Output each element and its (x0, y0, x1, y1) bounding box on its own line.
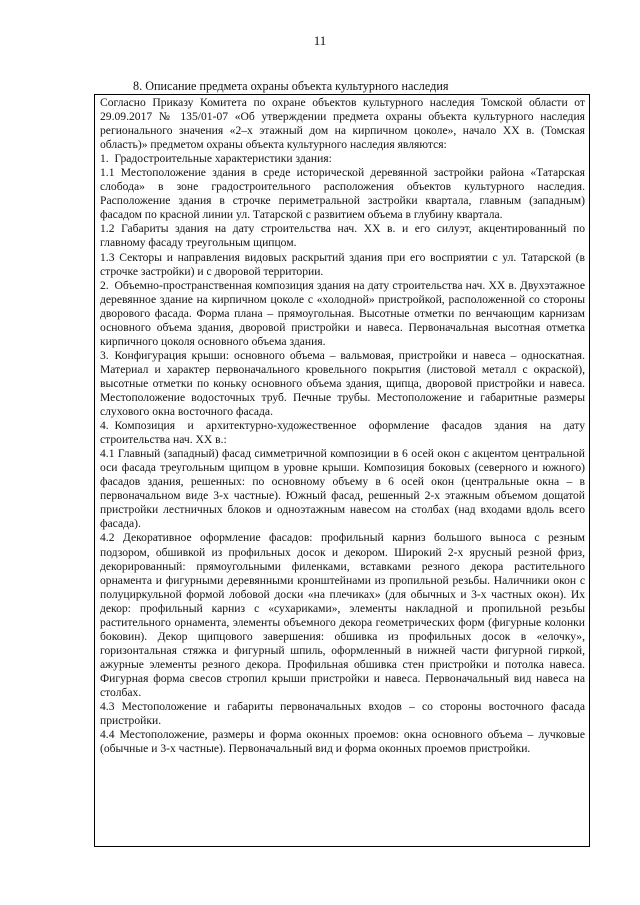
item-4-1: 4.1 Главный (западный) фасад симметричной композиции в 6 осей окон с акцентом центральной оси фасада треугольным щипцом в уровне крыши. Композиция боковых (северного и южного) фасадов здания, решенных: по основному объему в 6 осей окон (центральные окна – в первоначальном виде 3-х частные). Южный фасад, решенный 2-х этажным объемом дощатой пристройки лестничных блоков и одноэтажным навесом на столбах (над входами вдоль всего фасада). (100, 447, 585, 531)
item-3: 3. Конфигурация крыши: основного объема – вальмовая, пристройки и навеса – односкатная. Материал и характер первоначального кровельного покрытия (листовой металл с окраской), высотные отметки по коньку основного объема здания, щипца, дворовой пристройки и навеса. Местоположение водосточных труб. Печные трубы. Местоположение и габаритные размеры слухового окна восточного фасада. (100, 348, 585, 419)
item-4-4: 4.4 Местоположение, размеры и форма оконных проемов: окна основного объема – лучковые (обычные и 3-х частные). Первоначальный вид и форма оконных проемов пристройки. (100, 728, 585, 756)
page-number: 11 (313, 33, 327, 48)
item-4-3: 4.3 Местоположение и габариты первоначальных входов – со стороны восточного фасада пристройки. (100, 700, 585, 728)
item-4-2: 4.2 Декоративное оформление фасадов: профильный карниз большого выноса с резным подзором, обшивкой из профильных досок и декором. Широкий 2-х ярусный резной фриз, декорированный: прямоугольными филенками, вставками резного декора растительного орнамента и фигурными деревянными кронштейнами из пропильной резьбы. Наличники окон с полуциркульной формой лобовой доски «на плечиках» (для обычных и 3-х частных окон). Их декор: профильный карниз с «сухариками», элементы накладной и пропильной резьбы растительного орнамента, элементы объемного декора геометрических форм (фигурные колонки боковин). Декор щипцового завершения: обшивка из профильных досок в «елочку», горизонтальная стяжка и фигурный шпиль, оформленный в нижней части фигурной гиркой, ажурные элементы резного декора. Профильная обшивка стен пристройки и потолка навеса. Фигурная форма свесов стропил крыши пристройки и навеса. Первоначальный вид навеса на столбах. (100, 531, 585, 699)
section-title: 8. Описание предмета охраны объекта культурного наследия (133, 79, 449, 93)
item-1-3: 1.3 Секторы и направления видовых раскрытий здания при его восприятии с ул. Татарской (в строчке застройки) и с дворовой территории. (100, 250, 585, 278)
item-1-1: 1.1 Местоположение здания в среде исторической деревянной застройки района «Татарская слобода» в зоне градостроительного расположения объектов культурного наследия. Расположение здания в строчке периметральной застройки квартала, главным (западным) фасадом по красной линии ул. Татарской с развитием объема в глубину квартала. (100, 166, 585, 222)
item-1-2: 1.2 Габариты здания на дату строительства нач. ХХ в. и его силуэт, акцентированный по главному фасаду треугольным щипцом. (100, 222, 585, 250)
description-box (94, 94, 590, 847)
intro-paragraph: Согласно Приказу Комитета по охране объектов культурного наследия Томской области от 29.09.2017 № 135/01-07 «Об утверждении предмета охраны объекта культурного наследия регионального значения «2–х этажный дом на кирпичном цоколе», начало ХХ в. (Томская область)» предметом охраны объекта культурного наследия являются: (100, 96, 585, 152)
item-1-heading: 1. Градостроительные характеристики здания: (100, 152, 332, 166)
item-4-heading: 4. Композиция и архитектурно-художественное оформление фасадов здания на дату строительства нач. ХХ в.: (100, 419, 585, 447)
item-2: 2. Объемно-пространственная композиция здания на дату строительства нач. ХХ в. Двухэтажное деревянное здание на кирпичном цоколе с «холодной» пристройкой, расположенной со стороны дворового фасада. Форма плана – прямоугольная. Высотные отметки по венчающим карнизам основного объема здания, дворовой пристройки и навеса. Первоначальная высотная отметка кирпичного цоколя основного объема здания. (100, 278, 585, 348)
